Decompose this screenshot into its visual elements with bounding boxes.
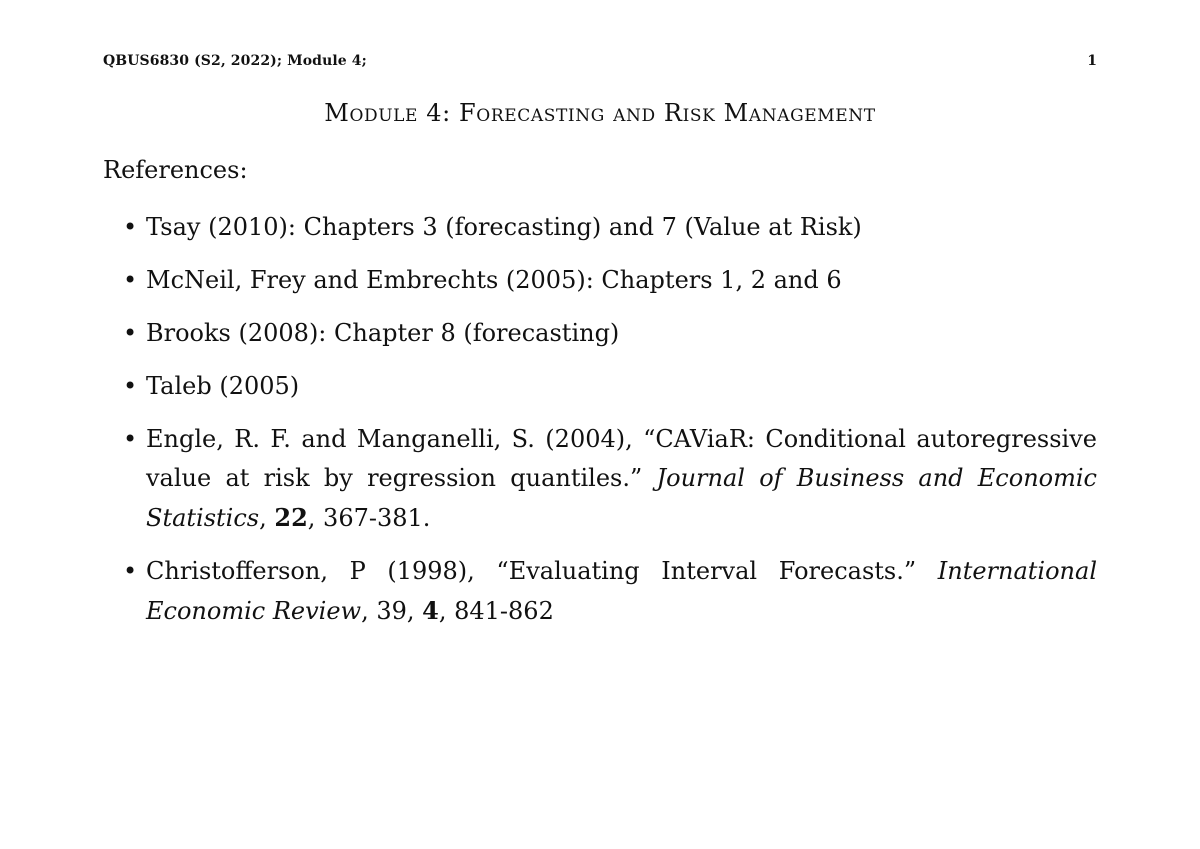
reference-separator: , bbox=[259, 504, 267, 532]
reference-pages: , 367-381. bbox=[307, 504, 431, 532]
reference-item bbox=[103, 208, 1097, 247]
reference-text: Engle, R. F. and Manganelli, S. (2004), “CAViaR: Conditional autoregressive value at risk by regression quantiles.” bbox=[146, 425, 1097, 492]
volume-number: 22 bbox=[274, 503, 308, 532]
reference-list bbox=[103, 208, 1097, 645]
reference-item bbox=[103, 367, 1097, 406]
running-header: QBUS6830 (S2, 2022); Module 4; bbox=[103, 53, 367, 69]
issue-number: 4 bbox=[422, 596, 439, 625]
page-number: 1 bbox=[1087, 53, 1097, 69]
reference-item bbox=[103, 552, 1097, 631]
bullet-icon: • bbox=[123, 266, 138, 294]
bullet-icon: • bbox=[123, 557, 138, 585]
reference-text: Christofferson, P (1998), “Evaluating Interval Forecasts.” bbox=[146, 557, 917, 585]
reference-item bbox=[103, 261, 1097, 300]
bullet-icon: • bbox=[123, 372, 138, 400]
reference-text: Brooks (2008): Chapter 8 (forecasting) bbox=[146, 319, 620, 347]
reference-text: McNeil, Frey and Embrechts (2005): Chapters 1, 2 and 6 bbox=[146, 266, 842, 294]
bullet-icon: • bbox=[123, 425, 138, 453]
page-title: Module 4: Forecasting and Risk Management bbox=[324, 99, 876, 127]
journal-name: International Economic Review bbox=[146, 557, 1097, 625]
reference-text: Taleb (2005) bbox=[146, 372, 300, 400]
reference-item bbox=[103, 420, 1097, 538]
reference-pages: , 841-862 bbox=[438, 597, 554, 625]
reference-item bbox=[103, 314, 1097, 353]
bullet-icon: • bbox=[123, 319, 138, 347]
journal-name: Journal of Business and Economic Statistics bbox=[146, 464, 1097, 532]
reference-text: Tsay (2010): Chapters 3 (forecasting) and 7 (Value at Risk) bbox=[146, 213, 862, 241]
bullet-icon: • bbox=[123, 213, 138, 241]
references-heading: References: bbox=[103, 156, 248, 184]
reference-separator: , 39, bbox=[361, 597, 415, 625]
